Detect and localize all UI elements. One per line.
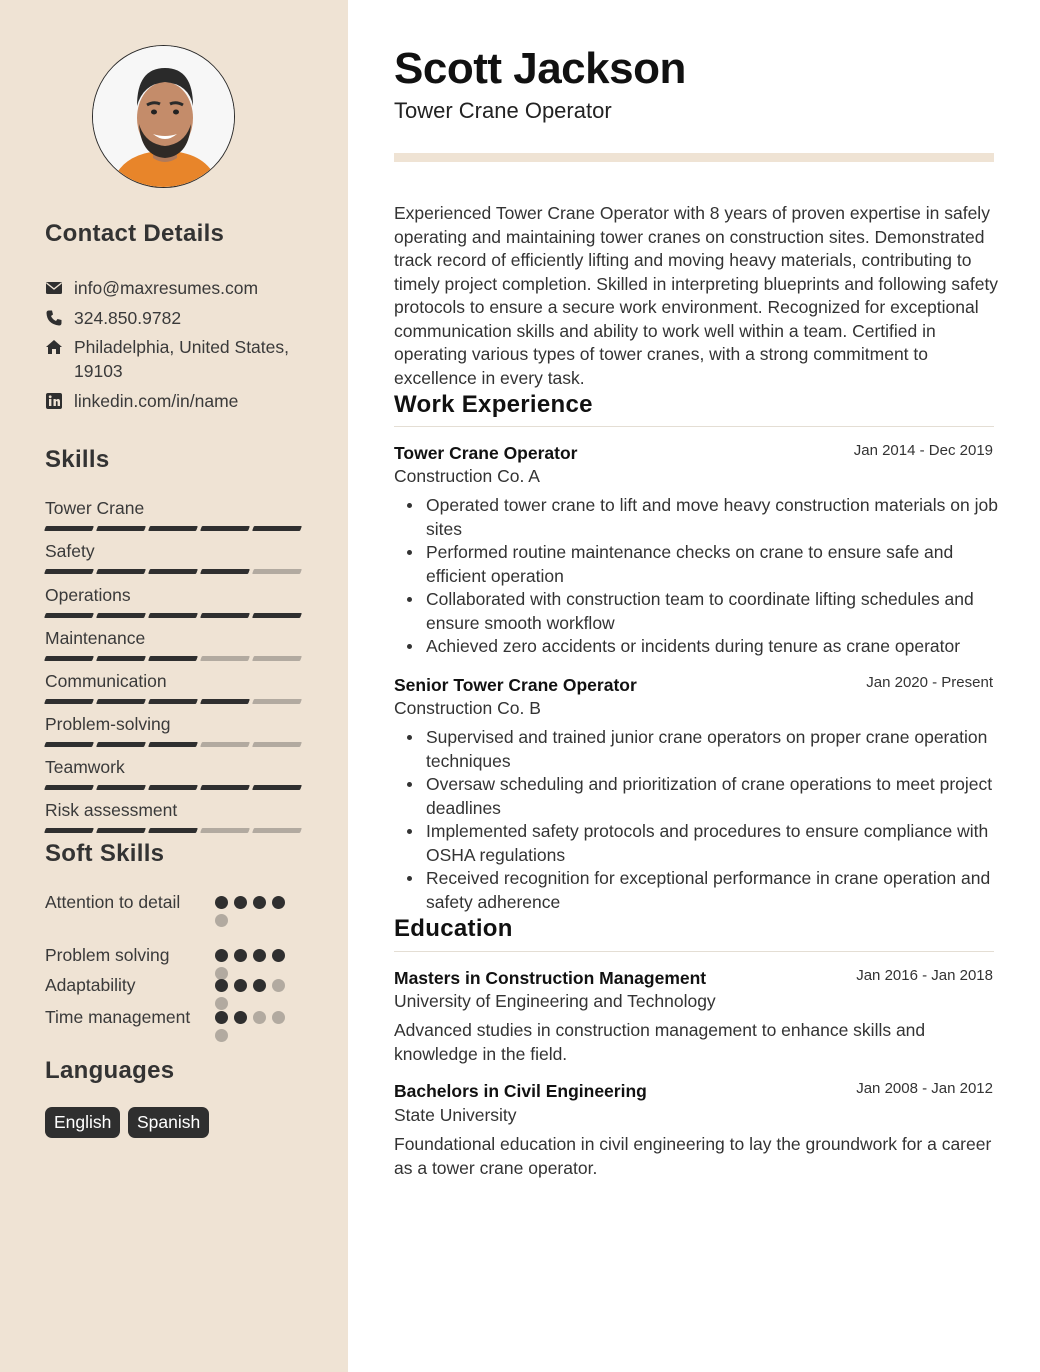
skill-level-bar [44, 613, 94, 618]
skill-level-bar [200, 742, 250, 747]
skill-level-bar [96, 699, 146, 704]
soft-skill-label: Attention to detail [45, 892, 181, 912]
skill-level-bar [148, 569, 198, 574]
job-title: Senior Tower Crane Operator [394, 675, 637, 695]
skill-level-bar [148, 613, 198, 618]
skill-level-bar [96, 526, 146, 531]
linkedin-icon [45, 392, 63, 410]
skill-level-bar [44, 526, 94, 531]
skill-level-bar [200, 828, 250, 833]
skill-level-bar [200, 785, 250, 790]
education-description: Foundational education in civil engineering to lay the groundwork for a career as a tower crane operator. [394, 1134, 992, 1178]
soft-skill-level-dot [272, 979, 285, 992]
skill-level-bar [200, 569, 250, 574]
skill-level-bar [200, 656, 250, 661]
education-description: Advanced studies in construction management to enhance skills and knowledge in the field. [394, 1020, 926, 1064]
soft-skills-heading: Soft Skills [45, 840, 165, 867]
soft-skill-level-dot [234, 949, 247, 962]
candidate-name: Scott Jackson [394, 44, 686, 93]
skill-level-bar [252, 785, 302, 790]
skill-item [45, 670, 301, 704]
skill-level-bar [44, 785, 94, 790]
skill-level-bar [200, 613, 250, 618]
job-bullets [394, 726, 999, 914]
skill-level-bar [252, 613, 302, 618]
address-text: Philadelphia, United States, 19103 [74, 337, 289, 381]
contact-phone[interactable] [45, 306, 314, 330]
skill-rating [45, 742, 301, 747]
soft-skill-label: Adaptability [45, 975, 136, 995]
skill-level-bar [96, 742, 146, 747]
phone-icon [45, 309, 63, 327]
job-title: Tower Crane Operator [394, 443, 578, 463]
job-bullet: Collaborated with construction team to coordinate lifting schedules and ensure smooth workflow [394, 588, 999, 635]
job-dates: Jan 2014 - Dec 2019 [853, 442, 993, 459]
phone-text: 324.850.9782 [74, 308, 182, 328]
job-bullet: Achieved zero accidents or incidents during tenure as crane operator [394, 635, 999, 659]
skill-rating [45, 569, 301, 574]
skill-label: Teamwork [45, 757, 125, 777]
skill-level-bar [96, 613, 146, 618]
skill-label: Tower Crane [45, 498, 145, 518]
soft-skill-level-dot [272, 949, 285, 962]
soft-skill-rating [215, 1005, 291, 1042]
soft-skill-label: Time management [45, 1007, 191, 1027]
skills-heading: Skills [45, 446, 110, 473]
work-heading: Work Experience [394, 391, 593, 418]
education-degree: Masters in Construction Management [394, 968, 707, 988]
education-school: State University [394, 1105, 517, 1125]
skill-label: Maintenance [45, 628, 146, 648]
job-bullet: Implemented safety protocols and procedures to ensure compliance with OSHA regulations [394, 820, 999, 867]
soft-skill-level-dot [215, 979, 228, 992]
skill-label: Communication [45, 671, 167, 691]
linkedin-text: linkedin.com/in/name [74, 391, 239, 411]
summary-paragraph: Experienced Tower Crane Operator with 8 years of proven expertise in safely operating and maintaining tower cranes on construction sites. Demonstrated track record of efficiently lifting and moving heavy materials, contributing to timely project completion. Skilled in interpreting blueprints and following safety protocols to ensure a secure work environment. Recognized for exceptional communication skills and ability to work well within a team. Certified in operating various types of tower cranes, with a strong commitment to excellence in every task. [394, 203, 999, 388]
skill-item [45, 540, 301, 574]
skill-rating [45, 656, 301, 661]
skill-level-bar [200, 699, 250, 704]
job-bullets [394, 494, 999, 659]
soft-skill-level-dot [215, 1029, 228, 1042]
skill-level-bar [44, 742, 94, 747]
soft-skill-level-dot [234, 1011, 247, 1024]
soft-skill-item [45, 890, 295, 927]
skill-level-bar [252, 656, 302, 661]
education-divider [394, 951, 994, 952]
skill-level-bar [96, 828, 146, 833]
skill-level-bar [44, 656, 94, 661]
skill-level-bar [96, 569, 146, 574]
education-heading: Education [394, 915, 513, 942]
soft-skill-level-dot [272, 896, 285, 909]
skill-level-bar [148, 785, 198, 790]
skill-level-bar [148, 699, 198, 704]
skill-rating [45, 828, 301, 833]
skill-item [45, 799, 301, 833]
soft-skill-level-dot [253, 949, 266, 962]
skill-level-bar [148, 656, 198, 661]
skill-rating [45, 785, 301, 790]
job-bullet: Received recognition for exceptional performance in crane operation and safety adherence [394, 867, 999, 914]
education-school: University of Engineering and Technology [394, 991, 716, 1011]
soft-skill-level-dot [215, 949, 228, 962]
contact-address [45, 335, 314, 383]
skill-level-bar [96, 785, 146, 790]
header-divider [394, 153, 994, 162]
skill-level-bar [44, 699, 94, 704]
skill-item [45, 627, 301, 661]
soft-skill-level-dot [234, 896, 247, 909]
email-text: info@maxresumes.com [74, 278, 259, 298]
skill-level-bar [252, 569, 302, 574]
skill-item [45, 756, 301, 790]
soft-skill-level-dot [215, 1011, 228, 1024]
soft-skill-label: Problem solving [45, 945, 170, 965]
work-divider [394, 426, 994, 427]
skill-level-bar [252, 526, 302, 531]
contact-heading: Contact Details [45, 220, 225, 247]
skill-level-bar [44, 569, 94, 574]
skill-level-bar [200, 526, 250, 531]
skill-rating [45, 526, 301, 531]
soft-skill-level-dot [272, 1011, 285, 1024]
skill-level-bar [96, 656, 146, 661]
skill-item [45, 713, 301, 747]
skill-label: Operations [45, 585, 131, 605]
education-dates: Jan 2016 - Jan 2018 [856, 967, 993, 984]
skill-level-bar [252, 699, 302, 704]
language-tag-spanish: Spanish [128, 1107, 209, 1138]
skill-level-bar [148, 828, 198, 833]
skill-item [45, 584, 301, 618]
soft-skill-level-dot [234, 979, 247, 992]
job-bullet: Oversaw scheduling and prioritization of crane operations to meet project deadlines [394, 773, 999, 820]
job-dates: Jan 2020 - Present [866, 674, 993, 691]
profile-photo [92, 45, 235, 188]
skill-rating [45, 613, 301, 618]
soft-skill-level-dot [215, 896, 228, 909]
contact-linkedin[interactable] [45, 389, 314, 413]
job-bullet: Supervised and trained junior crane operators on proper crane operation techniques [394, 726, 999, 773]
job-bullet: Performed routine maintenance checks on crane to ensure safe and efficient operation [394, 541, 999, 588]
education-dates: Jan 2008 - Jan 2012 [856, 1080, 993, 1097]
skill-item [45, 497, 301, 531]
envelope-icon [45, 279, 63, 297]
education-degree: Bachelors in Civil Engineering [394, 1081, 647, 1101]
soft-skill-level-dot [253, 896, 266, 909]
soft-skill-level-dot [253, 979, 266, 992]
languages-heading: Languages [45, 1057, 175, 1084]
job-bullet: Operated tower crane to lift and move heavy construction materials on job sites [394, 494, 999, 541]
skill-level-bar [44, 828, 94, 833]
skill-level-bar [148, 526, 198, 531]
skill-label: Problem-solving [45, 714, 171, 734]
skill-rating [45, 699, 301, 704]
job-company: Construction Co. B [394, 698, 541, 718]
skill-level-bar [252, 828, 302, 833]
skill-label: Risk assessment [45, 800, 178, 820]
skill-level-bar [252, 742, 302, 747]
soft-skill-item [45, 1005, 295, 1042]
language-tag-english: English [45, 1107, 120, 1138]
soft-skill-level-dot [215, 914, 228, 927]
skill-label: Safety [45, 541, 95, 561]
skill-level-bar [148, 742, 198, 747]
soft-skill-rating [215, 890, 291, 927]
soft-skill-level-dot [253, 1011, 266, 1024]
home-icon [45, 338, 63, 356]
contact-email[interactable] [45, 276, 314, 300]
candidate-title: Tower Crane Operator [394, 98, 612, 123]
job-company: Construction Co. A [394, 466, 540, 486]
